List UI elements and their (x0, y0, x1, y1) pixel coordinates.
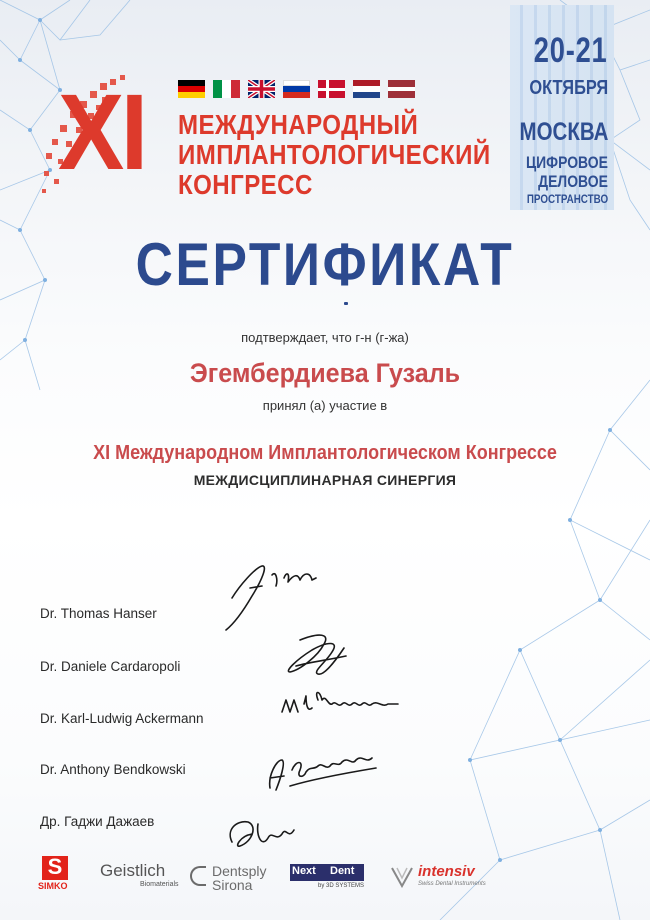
nextdent-label-part1: Next (292, 865, 316, 877)
signer-name: Dr. Daniele Cardaropoli (40, 659, 181, 674)
participated-text: принял (а) участие в (262, 398, 388, 413)
dentsply-label: Dentsply (212, 863, 267, 879)
congress-title-line: ИМПЛАНТОЛОГИЧЕСКИЙ (178, 139, 491, 170)
event-subtitle: МЕЖДИСЦИПЛИНАРНАЯ СИНЕРГИЯ (193, 472, 457, 488)
event-month: ОКТЯБРЯ (529, 77, 608, 99)
intensiv-subtitle: Swiss Dental Instruments (418, 881, 486, 887)
event-digital-line: ЦИФРОВОЕ (526, 153, 608, 172)
geistlich-subtitle: Biomaterials (140, 881, 179, 888)
signature-bendkowski (270, 758, 376, 790)
congress-title-line: МЕЖДУНАРОДНЫЙ (178, 109, 419, 140)
signer-name: Dr. Karl-Ludwig Ackermann (40, 711, 204, 726)
simko-label: SIMKO (38, 881, 68, 891)
certificate-title: СЕРТИФИКАТ (135, 231, 515, 298)
event-digital-line: ДЕЛОВОЕ (538, 172, 608, 191)
event-city: МОСКВА (519, 118, 608, 146)
congress-title-line: КОНГРЕСС (178, 169, 313, 200)
intensiv-logo: intensiv (418, 863, 475, 880)
signer-name: Др. Гаджи Дажаев (40, 814, 155, 829)
dentsply-sirona-icon (190, 866, 206, 886)
signer-name: Dr. Anthony Bendkowski (40, 762, 186, 777)
edition-numeral: XI (58, 71, 145, 192)
signer-name: Dr. Thomas Hanser (40, 606, 157, 621)
sirona-label: Sirona (212, 877, 253, 893)
event-dates: 20-21 (534, 31, 608, 70)
event-name: XI Международном Имплантологическом Конгрессе (93, 442, 557, 464)
nextdent-subtitle: by 3D SYSTEMS (318, 883, 365, 889)
event-space: ПРОСТРАНСТВО (526, 192, 608, 206)
recipient-name: Эгембердиева Гузаль (189, 358, 461, 388)
nextdent-label-part2: Dent (330, 865, 355, 877)
simko-logo-mark: S (47, 854, 63, 879)
signature-cardaropoli (288, 635, 346, 674)
intensiv-icon (390, 866, 414, 888)
signature-hanser (226, 566, 316, 630)
confirm-text: подтверждает, что г-н (г-жа) (241, 330, 409, 345)
signature-ackermann (282, 693, 398, 713)
geistlich-logo: Geistlich (100, 861, 166, 880)
signature-dazhaev (230, 822, 294, 846)
